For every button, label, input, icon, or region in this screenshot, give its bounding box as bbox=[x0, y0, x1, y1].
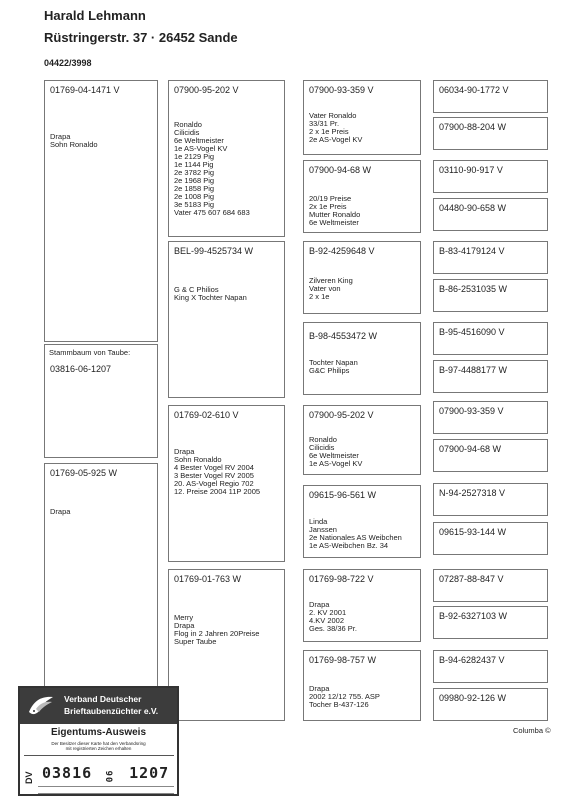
ownership-card-note-line2: mit registrierten Zeichen erhalten bbox=[65, 746, 132, 751]
breeder-address: Rüstringerstr. 37 · 26452 Sande bbox=[44, 30, 238, 45]
breeder-phone: 04422/3998 bbox=[44, 58, 92, 68]
g4-box bbox=[433, 401, 548, 434]
ring-number-underline bbox=[38, 786, 174, 794]
great-grandparent-ring: 07900-95-202 V bbox=[309, 410, 374, 420]
great-grandparent-box bbox=[303, 405, 421, 475]
great-grandparent-desc: Ronaldo Cilicidis 6e Weltmeister 1e AS-Vogel KV bbox=[309, 435, 363, 468]
sire-ring: 01769-04-1471 V bbox=[50, 85, 120, 95]
subject-box bbox=[44, 344, 158, 458]
g4-box bbox=[433, 688, 548, 721]
great-grandparent-desc: Zilveren King Vater von 2 x 1e bbox=[309, 276, 353, 301]
g4-ring: B-86-2531035 W bbox=[439, 284, 508, 294]
great-grandparent-box bbox=[303, 485, 421, 558]
great-grandparent-desc: Drapa 2. KV 2001 4.KV 2002 Ges. 38/36 Pr. bbox=[309, 600, 357, 633]
great-grandparent-box bbox=[303, 80, 421, 155]
ring-number-row bbox=[24, 755, 174, 795]
dam-ring: 01769-05-925 W bbox=[50, 468, 118, 478]
great-grandparent-box bbox=[303, 650, 421, 721]
g4-box bbox=[433, 279, 548, 312]
grandparent-box bbox=[168, 405, 285, 562]
great-grandparent-ring: B-98-4553472 W bbox=[309, 331, 378, 341]
grandparent-ring: 01769-01-763 W bbox=[174, 574, 242, 584]
g4-ring: B-95-4516090 V bbox=[439, 327, 505, 337]
dam-box bbox=[44, 463, 158, 688]
g4-ring: 07900-93-359 V bbox=[439, 406, 504, 416]
g4-box bbox=[433, 360, 548, 393]
grandparent-desc: Ronaldo Cilicidis 6e Weltmeister 1e AS-Vogel KV 1e 2129 Pig 1e 1144 Pig 2e 3782 Pig 2e 1968 Pig 2e 1858 Pig 2e 1008 Pig 3e 5183 Pig Vater 475 607 684 683 bbox=[174, 120, 250, 217]
great-grandparent-box bbox=[303, 160, 421, 233]
ownership-card-note bbox=[20, 741, 177, 751]
g4-ring: N-94-2527318 V bbox=[439, 488, 506, 498]
grandparent-desc: Drapa Sohn Ronaldo 4 Bester Vogel RV 2004 3 Bester Vogel RV 2005 20. AS-Vogel Regio 702 12. Preise 2004 11P 2005 bbox=[174, 447, 261, 496]
grandparent-desc: Merry Drapa Flog in 2 Jahren 20Preise Super Taube bbox=[174, 613, 260, 646]
g4-ring: 09980-92-126 W bbox=[439, 693, 507, 703]
g4-box bbox=[433, 606, 548, 639]
grandparent-ring: 01769-02-610 V bbox=[174, 410, 239, 420]
g4-box bbox=[433, 117, 548, 150]
great-grandparent-desc: Linda Janssen 2e Nationales AS Weibchen 1e AS-Weibchen Bz. 34 bbox=[309, 517, 402, 550]
great-grandparent-desc: Drapa 2002 12/12 755. ASP Tocher B-437-126 bbox=[309, 684, 380, 709]
g4-ring: 07900-94-68 W bbox=[439, 444, 502, 454]
great-grandparent-ring: 01769-98-757 W bbox=[309, 655, 377, 665]
grandparent-box bbox=[168, 80, 285, 237]
great-grandparent-ring: 01769-98-722 V bbox=[309, 574, 374, 584]
great-grandparent-box bbox=[303, 241, 421, 314]
country-code: DV bbox=[24, 771, 34, 784]
great-grandparent-ring: B-92-4259648 V bbox=[309, 246, 375, 256]
g4-box bbox=[433, 322, 548, 355]
serial-number: 1207 bbox=[129, 764, 170, 782]
g4-ring: 07287-88-847 V bbox=[439, 574, 504, 584]
grandparent-box bbox=[168, 241, 285, 398]
g4-box bbox=[433, 483, 548, 516]
club-number: 03816 bbox=[42, 764, 93, 782]
g4-box bbox=[433, 80, 548, 113]
great-grandparent-ring: 09615-96-561 W bbox=[309, 490, 377, 500]
great-grandparent-ring: 07900-93-359 V bbox=[309, 85, 374, 95]
g4-box bbox=[433, 569, 548, 602]
pigeon-logo-icon bbox=[26, 692, 56, 720]
g4-ring: 07900-88-204 W bbox=[439, 122, 507, 132]
ownership-card bbox=[18, 686, 179, 796]
ring-number bbox=[42, 764, 169, 782]
ownership-card-title: Eigentums-Ausweis bbox=[50, 727, 147, 738]
ownership-card-note-line1: Der Besitzer dieser Karte hat den Verbandsring bbox=[51, 741, 146, 746]
g4-box bbox=[433, 522, 548, 555]
great-grandparent-desc: Tochter Napan G&C Philips bbox=[309, 358, 358, 375]
great-grandparent-desc: 20/19 Preise 2x 1e Preis Mutter Ronaldo 6e Weltmeister bbox=[309, 194, 361, 227]
dam-desc: Drapa bbox=[50, 507, 71, 516]
subject-ring: 03816-06-1207 bbox=[50, 364, 112, 374]
g4-ring: 03110-90-917 V bbox=[439, 165, 503, 175]
g4-ring: 04480-90-658 W bbox=[439, 203, 507, 213]
grandparent-ring: 07900-95-202 V bbox=[174, 85, 239, 95]
breeder-name: Harald Lehmann bbox=[44, 8, 146, 23]
g4-ring: B-83-4179124 V bbox=[439, 246, 505, 256]
sire-box bbox=[44, 80, 158, 342]
copyright-footer: Columba © bbox=[513, 726, 551, 735]
great-grandparent-ring: 07900-94-68 W bbox=[309, 165, 372, 175]
g4-ring: 06034-90-1772 V bbox=[439, 85, 509, 95]
grandparent-box bbox=[168, 569, 285, 721]
org-name-line1: Verband Deutscher bbox=[64, 694, 142, 704]
grandparent-desc: G & C Philios King X Tochter Napan bbox=[174, 285, 247, 302]
g4-box bbox=[433, 160, 548, 193]
g4-box bbox=[433, 439, 548, 472]
great-grandparent-desc: Vater Ronaldo 33/31 Pr. 2 x 1e Preis 2e AS-Vogel KV bbox=[309, 111, 363, 144]
g4-box bbox=[433, 650, 548, 683]
great-grandparent-box bbox=[303, 322, 421, 395]
org-name-line2: Brieftaubenzüchter e.V. bbox=[64, 706, 159, 716]
g4-box bbox=[433, 241, 548, 274]
year-number: 06 bbox=[105, 769, 116, 783]
grandparent-ring: BEL-99-4525734 W bbox=[174, 246, 254, 256]
subject-label: Stammbaum von Taube: bbox=[49, 348, 131, 357]
g4-ring: 09615-93-144 W bbox=[439, 527, 507, 537]
g4-ring: B-92-6327103 W bbox=[439, 611, 508, 621]
g4-ring: B-97-4488177 W bbox=[439, 365, 508, 375]
great-grandparent-box bbox=[303, 569, 421, 642]
g4-ring: B-94-6282437 V bbox=[439, 655, 505, 665]
g4-box bbox=[433, 198, 548, 231]
sire-desc: Drapa Sohn Ronaldo bbox=[50, 132, 98, 149]
ownership-card-header bbox=[20, 688, 177, 724]
